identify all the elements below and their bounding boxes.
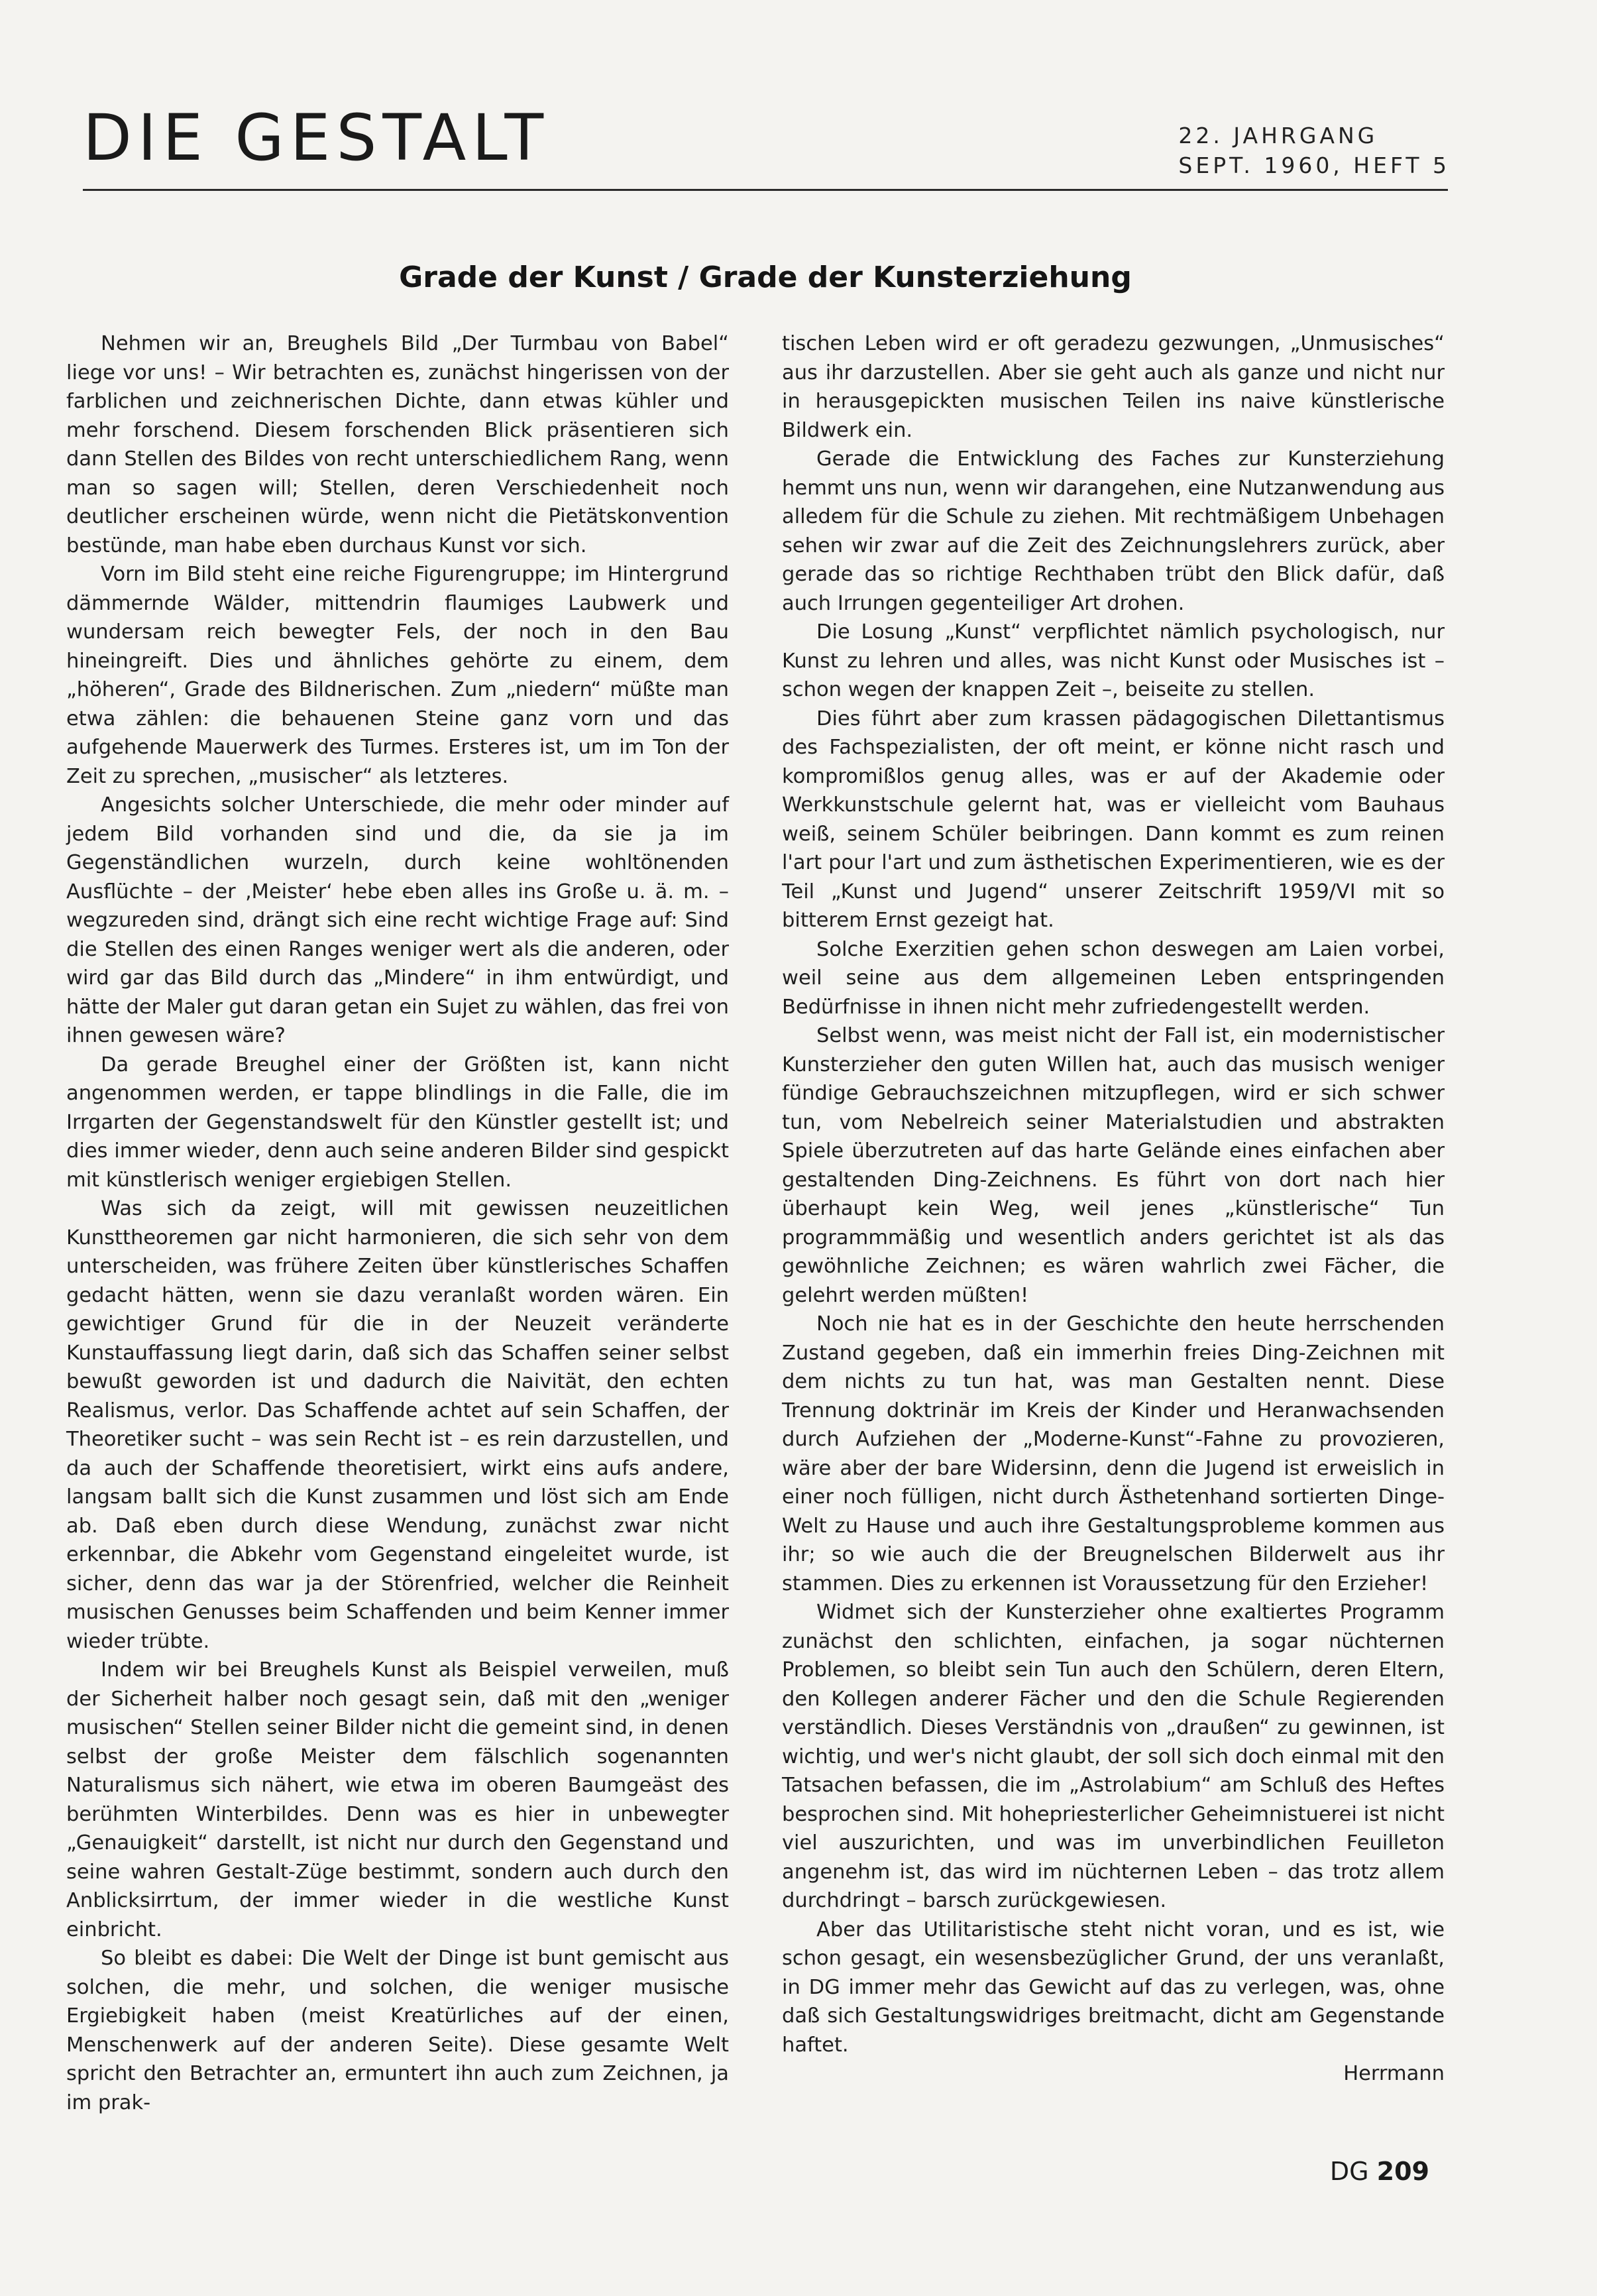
- paragraph: Aber das Utilitaristische steht nicht voran, und es ist, wie schon gesagt, ein wesensbezüglicher Grund, der uns veranlaßt, in DG immer mehr das Gewicht auf das zu verlegen, was, ohne daß sich Gestaltungswidriges breitmacht, dicht am Gegenstande haftet.: [782, 1918, 1445, 2057]
- issue-date: SEPT. 1960, HEFT 5: [1178, 152, 1450, 178]
- paragraph: Selbst wenn, was meist nicht der Fall ist, ein modernistischer Kunsterzieher den guten Willen hat, auch das musisch weniger fündige Gebrauchszeichnen mitzupflegen, wird er sich schwer tun, vom Nebelreich seiner Materialstudien und abstrakten Spiele überzutreten auf das harte Gelände eines einfachen aber gestaltenden Ding-Zeichnens. Es führt von dort nach hier überhaupt kein Weg, weil jenes „künstlerische“ Tun programmmäßig und wesentlich anders gerichtet ist als das gewöhnliche Zeichnen; es wären wahrlich zwei Fächer, die gelehrt werden müßten!: [782, 1024, 1445, 1307]
- paragraph-continued: tischen Leben wird er oft geradezu gezwungen, „Unmusisches“ aus ihr darzustellen. Aber sie geht auch als ganze und nicht nur in herausgepickten musischen Teilen ins naive künstlerische Bildwerk ein.: [782, 332, 1445, 442]
- author-signature: Herrmann: [1343, 2062, 1445, 2085]
- paragraph: Nehmen wir an, Breughels Bild „Der Turmbau von Babel“ liege vor uns! – Wir betrachten es, zunächst hingerissen von der farblichen und zeichnerischen Dichte, dann etwas kühler und mehr forschend. Diesem forschenden Blick präsentieren sich dann Stellen des Bildes von recht unterschiedlichem Rang, wenn man so sagen will; Stellen, deren Verschiedenheit noch deutlicher erscheinen würde, wenn nicht die Pietätskonvention bestünde, man habe eben durchaus Kunst vor sich.: [66, 332, 729, 557]
- paragraph: Gerade die Entwicklung des Faches zur Kunsterziehung hemmt uns nun, wenn wir darangehen, eine Nutzanwendung aus alledem für die Schule zu ziehen. Mit rechtmäßigem Unbehagen sehen wir zwar auf die Zeit des Zeichnungslehrers zurück, aber gerade das so richtige Rechthaben trübt den Blick dafür, daß auch Irrungen gegenteiliger Art drohen.: [782, 447, 1445, 615]
- page-number: [1330, 2157, 1429, 2186]
- page-number-value: 209: [1376, 2157, 1429, 2186]
- paragraph: Was sich da zeigt, will mit gewissen neuzeitlichen Kunsttheoremen gar nicht harmonieren, die sich sehr von dem unterscheiden, was frühere Zeiten über künstlerisches Schaffen gedacht hätten, wenn sie dazu veranlaßt worden wären. Ein gewichtiger Grund für die in der Neuzeit veränderte Kunstauffassung liegt darin, daß sich das Schaffen seiner selbst bewußt geworden ist und dadurch die Naivität, den echten Realismus, verlor. Das Schaffende achtet auf sein Schaffen, der Theoretiker sucht – was sein Recht ist – es rein darzustellen, und da auch der Schaffende theoretisiert, wirkt eins aufs andere, langsam ballt sich die Kunst zusammen und löst sich am Ende ab. Daß eben durch diese Wendung, zunächst zwar nicht erkennbar, die Abkehr vom Gegenstand eingeleitet wurde, ist sicher, denn das war ja der Störenfried, welcher die Reinheit musischen Genusses beim Schaffenden und beim Kenner immer wieder trübte.: [66, 1197, 729, 1653]
- paragraph: So bleibt es dabei: Die Welt der Dinge ist bunt gemischt aus solchen, die mehr, und solchen, die weniger musische Ergiebigkeit haben (meist Kreatürliches auf der einen, Menschenwerk auf der anderen Seite). Diese gesamte Welt spricht den Betrachter an, ermuntert ihn auch zum Zeichnen, ja im prak-: [66, 1947, 729, 2114]
- paragraph: Die Losung „Kunst“ verpflichtet nämlich psychologisch, nur Kunst zu lehren und alles, was nicht Kunst oder Musisches ist – schon wegen der knappen Zeit –, beiseite zu stellen.: [782, 620, 1445, 701]
- paragraph: Angesichts solcher Unterschiede, die mehr oder minder auf jedem Bild vorhanden sind und die, da sie ja im Gegenständlichen wurzeln, durch keine wohltönenden Ausflüchte – der ‚Meister‘ hebe eben alles ins Große u. ä. m. – wegzureden sind, drängt sich eine recht wichtige Frage auf: Sind die Stellen des einen Ranges weniger wert als die anderen, oder wird gar das Bild durch das „Mindere“ in ihm entwürdigt, und hätte der Maler gut daran getan ein Sujet zu wählen, das frei von ihnen gewesen wäre?: [66, 793, 729, 1047]
- article-title: Grade der Kunst / Grade der Kunsterziehung: [399, 260, 1132, 294]
- paragraph: Dies führt aber zum krassen pädagogischen Dilettantismus des Fachspezialisten, der oft meint, er könne nicht rasch und kompromißlos genug alles, was er auf der Akademie oder Werkkunstschule gelernt hat, was er vielleicht vom Bauhaus weiß, seinem Schüler beibringen. Dann kommt es zum reinen l'art pour l'art und zum ästhetischen Experimentieren, wie es der Teil „Kunst und Jugend“ unserer Zeitschrift 1959/VI mit so bitterem Ernst gezeigt hat.: [782, 707, 1445, 932]
- left-column: [66, 329, 729, 2117]
- paragraph: Da gerade Breughel einer der Größten ist, kann nicht angenommen werden, er tappe blindlings in die Falle, die im Irrgarten der Gegenstandswelt für den Künstler gestellt ist; und dies immer wieder, denn auch seine anderen Bilder sind gespickt mit künstlerisch weniger ergiebigen Stellen.: [66, 1053, 729, 1192]
- journal-abbreviation: DG: [1329, 2157, 1369, 2186]
- issue-info: [1178, 121, 1450, 180]
- paragraph: Vorn im Bild steht eine reiche Figurengruppe; im Hintergrund dämmernde Wälder, mittendrin flaumiges Laubwerk und wundersam reich bewegter Fels, der noch in den Bau hineingreift. Dies und ähnliches gehörte zu einem, dem „höheren“, Grade des Bildnerischen. Zum „niedern“ müßte man etwa zählen: die behauenen Steine ganz vorn und das aufgehende Mauerwerk des Turmes. Ersteres ist, um im Ton der Zeit zu sprechen, „musischer“ als letzteres.: [66, 563, 729, 788]
- masthead: DIE GESTALT: [83, 101, 550, 175]
- paragraph: Widmet sich der Kunsterzieher ohne exaltiertes Programm zunächst den schlichten, einfachen, ja sogar nüchternen Problemen, so bleibt sein Tun auch den Schülern, deren Eltern, den Kollegen anderer Fächer und den die Schule Regierenden verständlich. Dieses Verständnis von „draußen“ zu gewinnen, ist wichtig, und wer's nicht glaubt, der soll sich doch einmal mit den Tatsachen befassen, die im „Astrolabium“ am Schluß des Heftes besprochen sind. Mit hohepriesterlicher Geheimnistuerei ist nicht viel auszurichten, und was im unverbindlichen Feuilleton angenehm ist, das wird im nüchternen Leben – das trotz allem durchdringt – barsch zurückgewiesen.: [782, 1601, 1445, 1912]
- volume-label: 22. JAHRGANG: [1178, 123, 1378, 148]
- header-rule: [83, 189, 1448, 191]
- paragraph: Noch nie hat es in der Geschichte den heute herrschenden Zustand gegeben, daß ein immerhin freies Ding-Zeichnen mit dem nichts zu tun hat, was man Gestalten nennt. Diese Trennung doktrinär im Kreis der Kinder und Heranwachsenden durch Aufziehen der „Moderne-Kunst“-Fahne zu provozieren, wäre aber der bare Widersinn, denn die Jugend ist erweislich in einer noch fülligen, nicht durch Ästhetenhand sortierten Dinge-Welt zu Hause und auch ihre Gestaltungsprobleme kommen aus ihr; so wie auch die der Breugnelschen Bilderwelt aus ihr stammen. Dies zu erkennen ist Voraussetzung für den Erzieher!: [782, 1312, 1445, 1595]
- right-column: [782, 329, 1445, 2089]
- paragraph: Indem wir bei Breughels Kunst als Beispiel verweilen, muß der Sicherheit halber noch gesagt sein, daß mit den „weniger musischen“ Stellen seiner Bilder nicht die gemeint sind, in denen selbst der große Meister dem fälschlich sogenannten Naturalismus sich nähert, wie etwa im oberen Baumgeäst des berühmten Winterbildes. Denn was es hier in unbewegter „Genauigkeit“ darstellt, ist nicht nur durch den Gegenstand und seine wahren Gestalt-Züge bestimmt, sondern auch durch den Anblicksirrtum, der immer wieder in die westliche Kunst einbricht.: [66, 1658, 729, 1941]
- paragraph: Solche Exerzitien gehen schon deswegen am Laien vorbei, weil seine aus dem allgemeinen Leben entspringenden Bedürfnisse in ihnen nicht mehr zufriedengestellt werden.: [782, 937, 1445, 1019]
